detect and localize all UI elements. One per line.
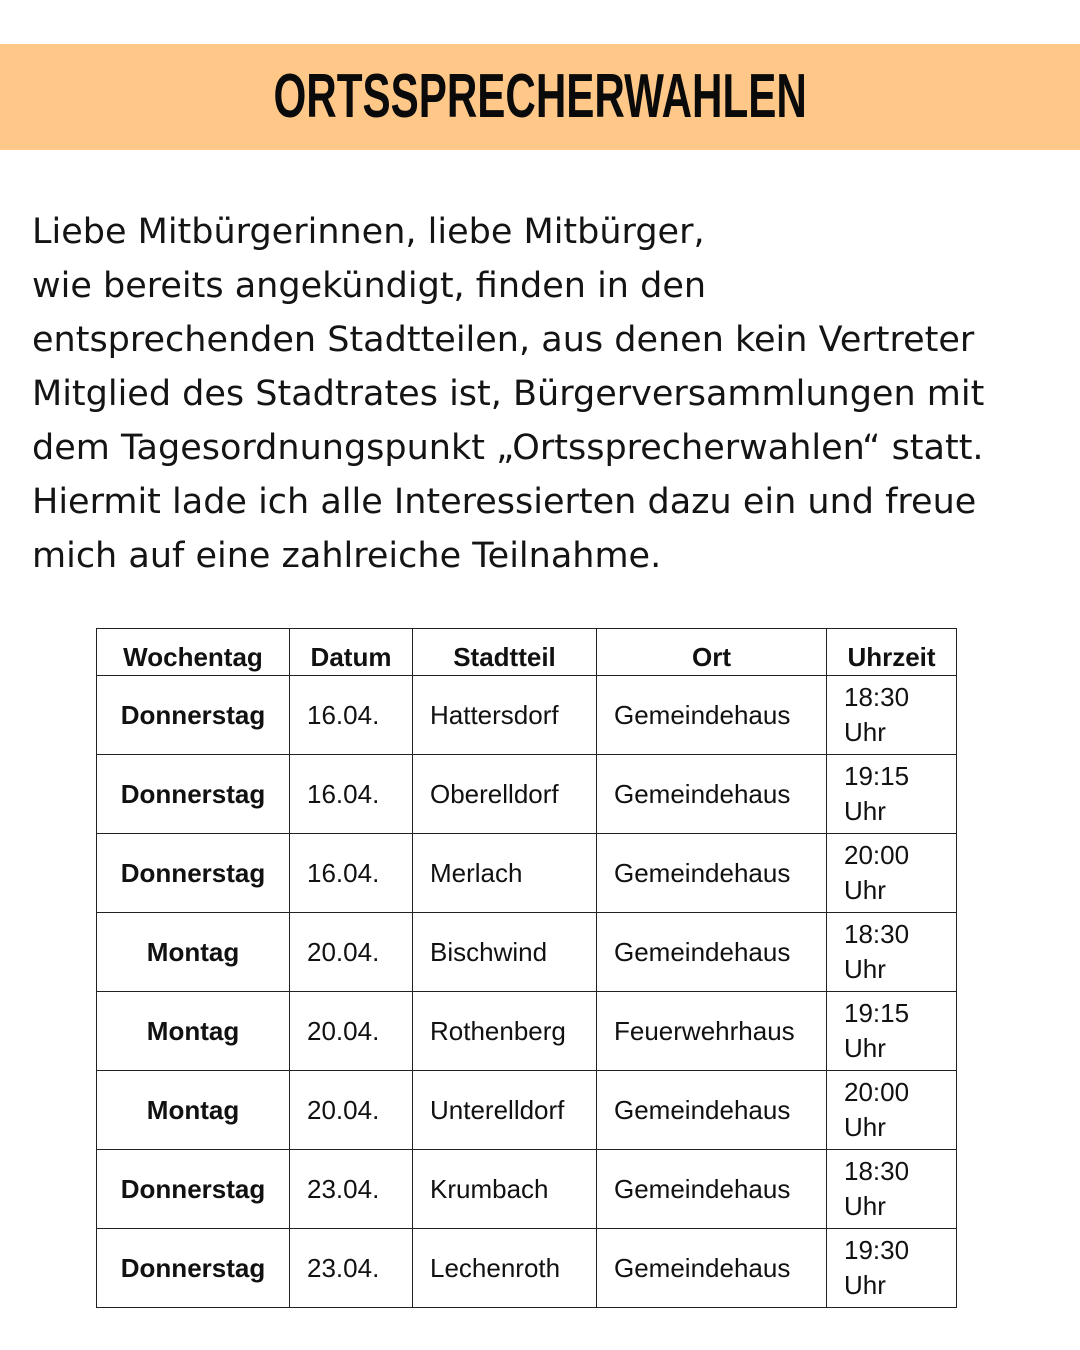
cell-ort: Gemeindehaus	[597, 755, 827, 834]
cell-wochentag: Montag	[97, 992, 290, 1071]
cell-wochentag: Donnerstag	[97, 755, 290, 834]
time-value: 20:00	[844, 840, 910, 870]
table-row	[97, 1071, 957, 1150]
time-value: 18:30	[844, 919, 910, 949]
cell-stadtteil: Oberelldorf	[413, 755, 597, 834]
cell-stadtteil: Hattersdorf	[413, 676, 597, 755]
intro-line: mich auf eine zahlreiche Teilnahme.	[32, 536, 662, 576]
table-row	[97, 755, 957, 834]
cell-uhrzeit	[827, 1071, 957, 1150]
cell-datum: 16.04.	[290, 834, 413, 913]
time-value: 19:15	[844, 998, 910, 1028]
cell-ort: Feuerwehrhaus	[597, 992, 827, 1071]
cell-ort: Gemeindehaus	[597, 834, 827, 913]
time-unit: Uhr	[844, 954, 886, 984]
cell-datum: 16.04.	[290, 755, 413, 834]
time-unit: Uhr	[844, 1270, 886, 1300]
cell-ort: Gemeindehaus	[597, 913, 827, 992]
table-row	[97, 992, 957, 1071]
time-unit: Uhr	[844, 1191, 886, 1221]
intro-line: Liebe Mitbürgerinnen, liebe Mitbürger,	[32, 212, 705, 252]
cell-datum: 23.04.	[290, 1229, 413, 1308]
cell-wochentag: Montag	[97, 1071, 290, 1150]
intro-line: dem Tagesordnungspunkt „Ortssprecherwahlen“ statt.	[32, 428, 984, 468]
header-ort: Ort	[597, 629, 827, 676]
time-unit: Uhr	[844, 1033, 886, 1063]
cell-datum: 20.04.	[290, 913, 413, 992]
cell-datum: 20.04.	[290, 992, 413, 1071]
time-unit: Uhr	[844, 796, 886, 826]
cell-uhrzeit	[827, 1150, 957, 1229]
table-row	[97, 1150, 957, 1229]
cell-ort: Gemeindehaus	[597, 1071, 827, 1150]
table-row	[97, 676, 957, 755]
cell-uhrzeit	[827, 1229, 957, 1308]
cell-wochentag: Donnerstag	[97, 676, 290, 755]
cell-wochentag: Donnerstag	[97, 1229, 290, 1308]
header-wochentag: Wochentag	[97, 629, 290, 676]
cell-datum: 16.04.	[290, 676, 413, 755]
cell-stadtteil: Merlach	[413, 834, 597, 913]
cell-stadtteil: Bischwind	[413, 913, 597, 992]
table-header-row	[97, 629, 957, 676]
title-banner	[0, 44, 1080, 150]
table-row	[97, 834, 957, 913]
cell-ort: Gemeindehaus	[597, 1229, 827, 1308]
header-datum: Datum	[290, 629, 413, 676]
intro-line: Mitglied des Stadtrates ist, Bürgerversammlungen mit	[32, 374, 985, 414]
time-value: 20:00	[844, 1077, 910, 1107]
cell-datum: 20.04.	[290, 1071, 413, 1150]
cell-uhrzeit	[827, 676, 957, 755]
cell-uhrzeit	[827, 755, 957, 834]
time-unit: Uhr	[844, 1112, 886, 1142]
cell-wochentag: Donnerstag	[97, 834, 290, 913]
schedule-table	[96, 628, 957, 1308]
table-row	[97, 913, 957, 992]
header-uhrzeit: Uhrzeit	[827, 629, 957, 676]
time-value: 18:30	[844, 682, 910, 712]
cell-ort: Gemeindehaus	[597, 676, 827, 755]
intro-line: Hiermit lade ich alle Interessierten dazu ein und freue	[32, 482, 977, 522]
cell-uhrzeit	[827, 913, 957, 992]
cell-stadtteil: Unterelldorf	[413, 1071, 597, 1150]
time-unit: Uhr	[844, 717, 886, 747]
cell-ort: Gemeindehaus	[597, 1150, 827, 1229]
intro-line: wie bereits angekündigt, finden in den	[32, 266, 707, 306]
table-row	[97, 1229, 957, 1308]
cell-uhrzeit	[827, 834, 957, 913]
intro-paragraph	[32, 205, 1062, 583]
cell-wochentag: Montag	[97, 913, 290, 992]
cell-wochentag: Donnerstag	[97, 1150, 290, 1229]
cell-uhrzeit	[827, 992, 957, 1071]
time-value: 19:30	[844, 1235, 910, 1265]
cell-stadtteil: Krumbach	[413, 1150, 597, 1229]
cell-stadtteil: Lechenroth	[413, 1229, 597, 1308]
cell-datum: 23.04.	[290, 1150, 413, 1229]
header-stadtteil: Stadtteil	[413, 629, 597, 676]
cell-stadtteil: Rothenberg	[413, 992, 597, 1071]
time-value: 18:30	[844, 1156, 910, 1186]
page-title: ORTSSPRECHERWAHLEN	[273, 62, 807, 131]
intro-line: entsprechenden Stadtteilen, aus denen kein Vertreter	[32, 320, 975, 360]
time-unit: Uhr	[844, 875, 886, 905]
time-value: 19:15	[844, 761, 910, 791]
